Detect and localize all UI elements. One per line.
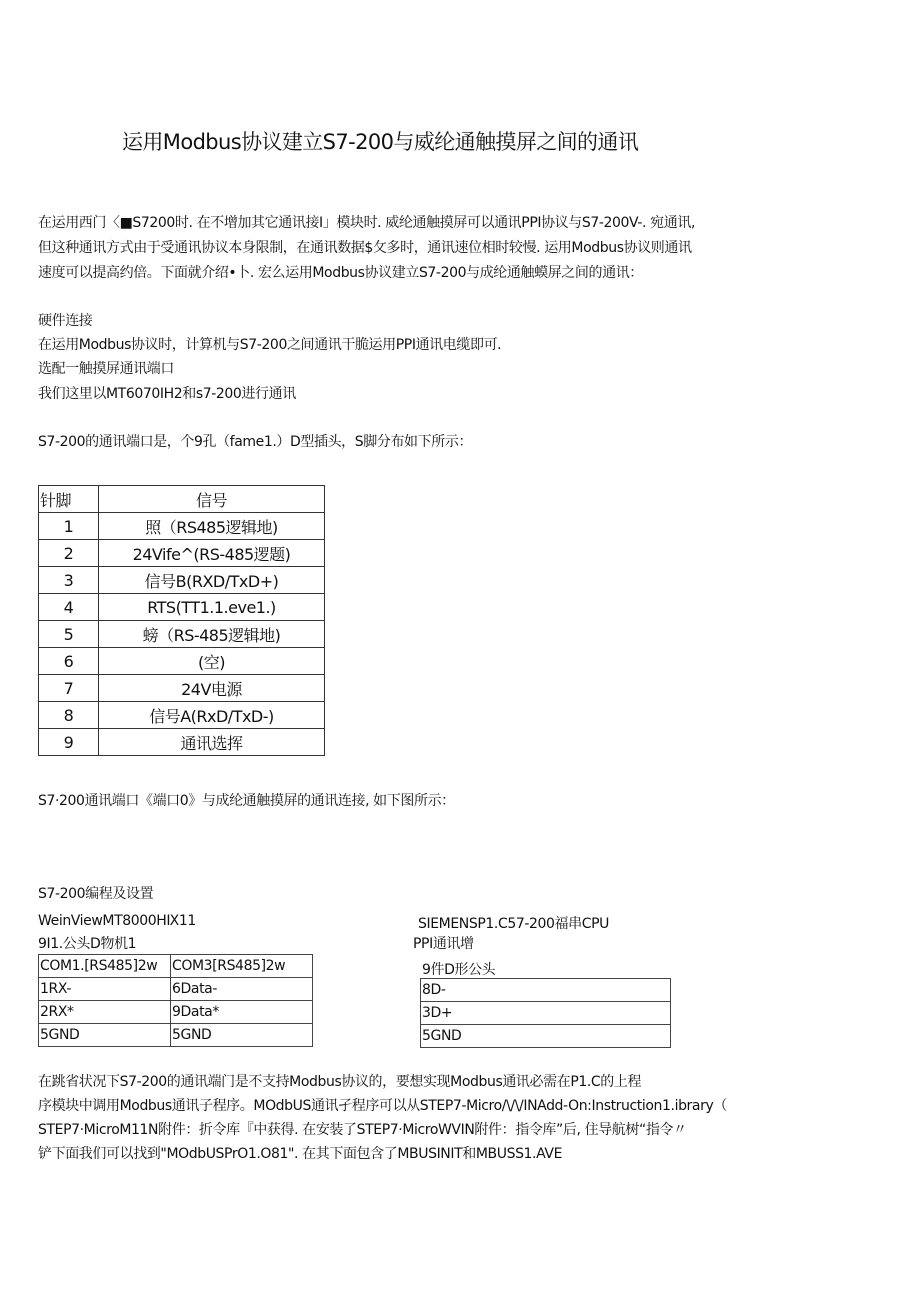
pin-signal: 通讯选挥 — [99, 729, 325, 756]
pin-table-header — [39, 486, 325, 513]
hardware-line-2: 选配一触摸屏通讯端口 — [38, 361, 174, 377]
left-device-name: WeinViewMT8000HⅨ11 — [38, 913, 196, 929]
pin-number: 8 — [39, 702, 99, 729]
table-row — [39, 729, 325, 756]
table-row — [421, 1025, 671, 1048]
pin-number: 3 — [39, 567, 99, 594]
closing-line-4: 铲下面我们可以找到"MOdbUSPrO1.O81". 在其下面包含了MBUSINIT和MBUSS1.AVE — [38, 1146, 563, 1162]
right-device-name: SIEMENSP1.C57-200福串CPU — [418, 916, 609, 932]
pin-signal: 信号A(RxD/TxD-) — [99, 702, 325, 729]
table-row — [39, 540, 325, 567]
pin-signal: RTS(TT1.1.eve1.) — [99, 594, 325, 621]
programming-heading: S7-200编程及设置 — [38, 886, 154, 902]
wire-cell: 1RX- — [39, 978, 171, 1001]
table-row — [39, 513, 325, 540]
left-wiring-table — [38, 954, 313, 1047]
table-row — [39, 594, 325, 621]
closing-line-2: 序模块中调用Modbus通讯子程序。MOdbUS通讯孑程序可以从STEP7-Micro/\/\/INAdd-On:Instruction1.ibrary（ — [38, 1098, 727, 1114]
right-device-connector: 9件D形公头 — [422, 962, 496, 978]
pin-number: 2 — [39, 540, 99, 567]
port-description: S7-200的通讯端口是，个9孔（fame1.）D型插头，S脚分布如下所示： — [38, 434, 473, 450]
wire-cell: COM3[RS485]2w — [171, 955, 313, 978]
wire-cell: 8D- — [421, 979, 671, 1002]
right-device-port: PPI通讯增 — [413, 936, 474, 952]
table-row — [39, 648, 325, 675]
pin-signal: 24Vife^(RS-485逻题) — [99, 540, 325, 567]
wire-cell: 6Data- — [171, 978, 313, 1001]
pin-number: 4 — [39, 594, 99, 621]
hardware-heading: 硬件连接 — [38, 313, 93, 329]
hardware-line-3: 我们这里以MT6070IH2和s7-200进行通讯 — [38, 386, 296, 402]
wire-cell: COM1.[RS485]2w — [39, 955, 171, 978]
table-row — [39, 978, 313, 1001]
pin-signal: 螃（RS-485逻辑地) — [99, 621, 325, 648]
pin-signal: (空) — [99, 648, 325, 675]
table-row — [421, 979, 671, 1002]
wire-cell: 5GND — [39, 1024, 171, 1047]
pin-table — [38, 485, 325, 756]
pin-number: 5 — [39, 621, 99, 648]
pin-header: 针脚 — [39, 486, 99, 513]
wire-cell: 2RX* — [39, 1001, 171, 1024]
table-row — [39, 955, 313, 978]
left-device-connector: 9I1.公头D物机1 — [38, 936, 137, 952]
wire-cell: 5GND — [171, 1024, 313, 1047]
pin-number: 6 — [39, 648, 99, 675]
table-row — [39, 702, 325, 729]
signal-header: 信号 — [99, 486, 325, 513]
table-row — [39, 1001, 313, 1024]
table-row — [421, 1002, 671, 1025]
pin-number: 9 — [39, 729, 99, 756]
pin-number: 1 — [39, 513, 99, 540]
intro-line-1: 在运用西门〈■S7200时. 在不增加其它通讯接I」模块时. 威纶通触摸屏可以通讯PPI协议与S7-200V-. 宛通讯, — [38, 215, 696, 231]
table-row — [39, 567, 325, 594]
hardware-line-1: 在运用Modbus协议时，计算机与S7-200之间通讯干脆运用PPI通讯电缆即可. — [38, 337, 502, 353]
wire-cell: 3D+ — [421, 1002, 671, 1025]
connection-description: S7·200通讯端口《端口0》与成纶通触摸屏的通讯连接, 如下图所示： — [38, 793, 455, 809]
wire-cell: 9Data* — [171, 1001, 313, 1024]
pin-signal: 信号B(RXD/TxD+) — [99, 567, 325, 594]
right-wiring-table — [420, 978, 671, 1048]
pin-signal: 照（RS485逻辑地) — [99, 513, 325, 540]
closing-line-1: 在跳省状况下S7-200的通讯端门是不支持Modbus协议的，要想实现Modbus通讯必需在P1.C的上程 — [38, 1074, 642, 1090]
closing-line-3: STEP7·MicroM11N附件：折令库『中获得. 在安装了STEP7·MicroWVIN附件：指令库”后, 住导航树“指令〃 — [38, 1122, 687, 1138]
intro-line-3: 速度可以提高约倍。下面就介绍•卜. 宏么运用Modbus协议建立S7-200与成纶通触蟆屏之间的通讯： — [38, 265, 643, 281]
wire-cell: 5GND — [421, 1025, 671, 1048]
pin-signal: 24V电源 — [99, 675, 325, 702]
table-row — [39, 621, 325, 648]
table-row — [39, 1024, 313, 1047]
table-row — [39, 675, 325, 702]
page-title: 运用Modbus协议建立S7-200与威纶通触摸屏之间的通讯 — [122, 130, 639, 154]
pin-number: 7 — [39, 675, 99, 702]
intro-line-2: 但这种通讯方式由于受通讯协议本身限制，在通讯数据$攵多时，通讯速位相时较慢. 运用Modbus协议则通讯 — [38, 240, 692, 256]
